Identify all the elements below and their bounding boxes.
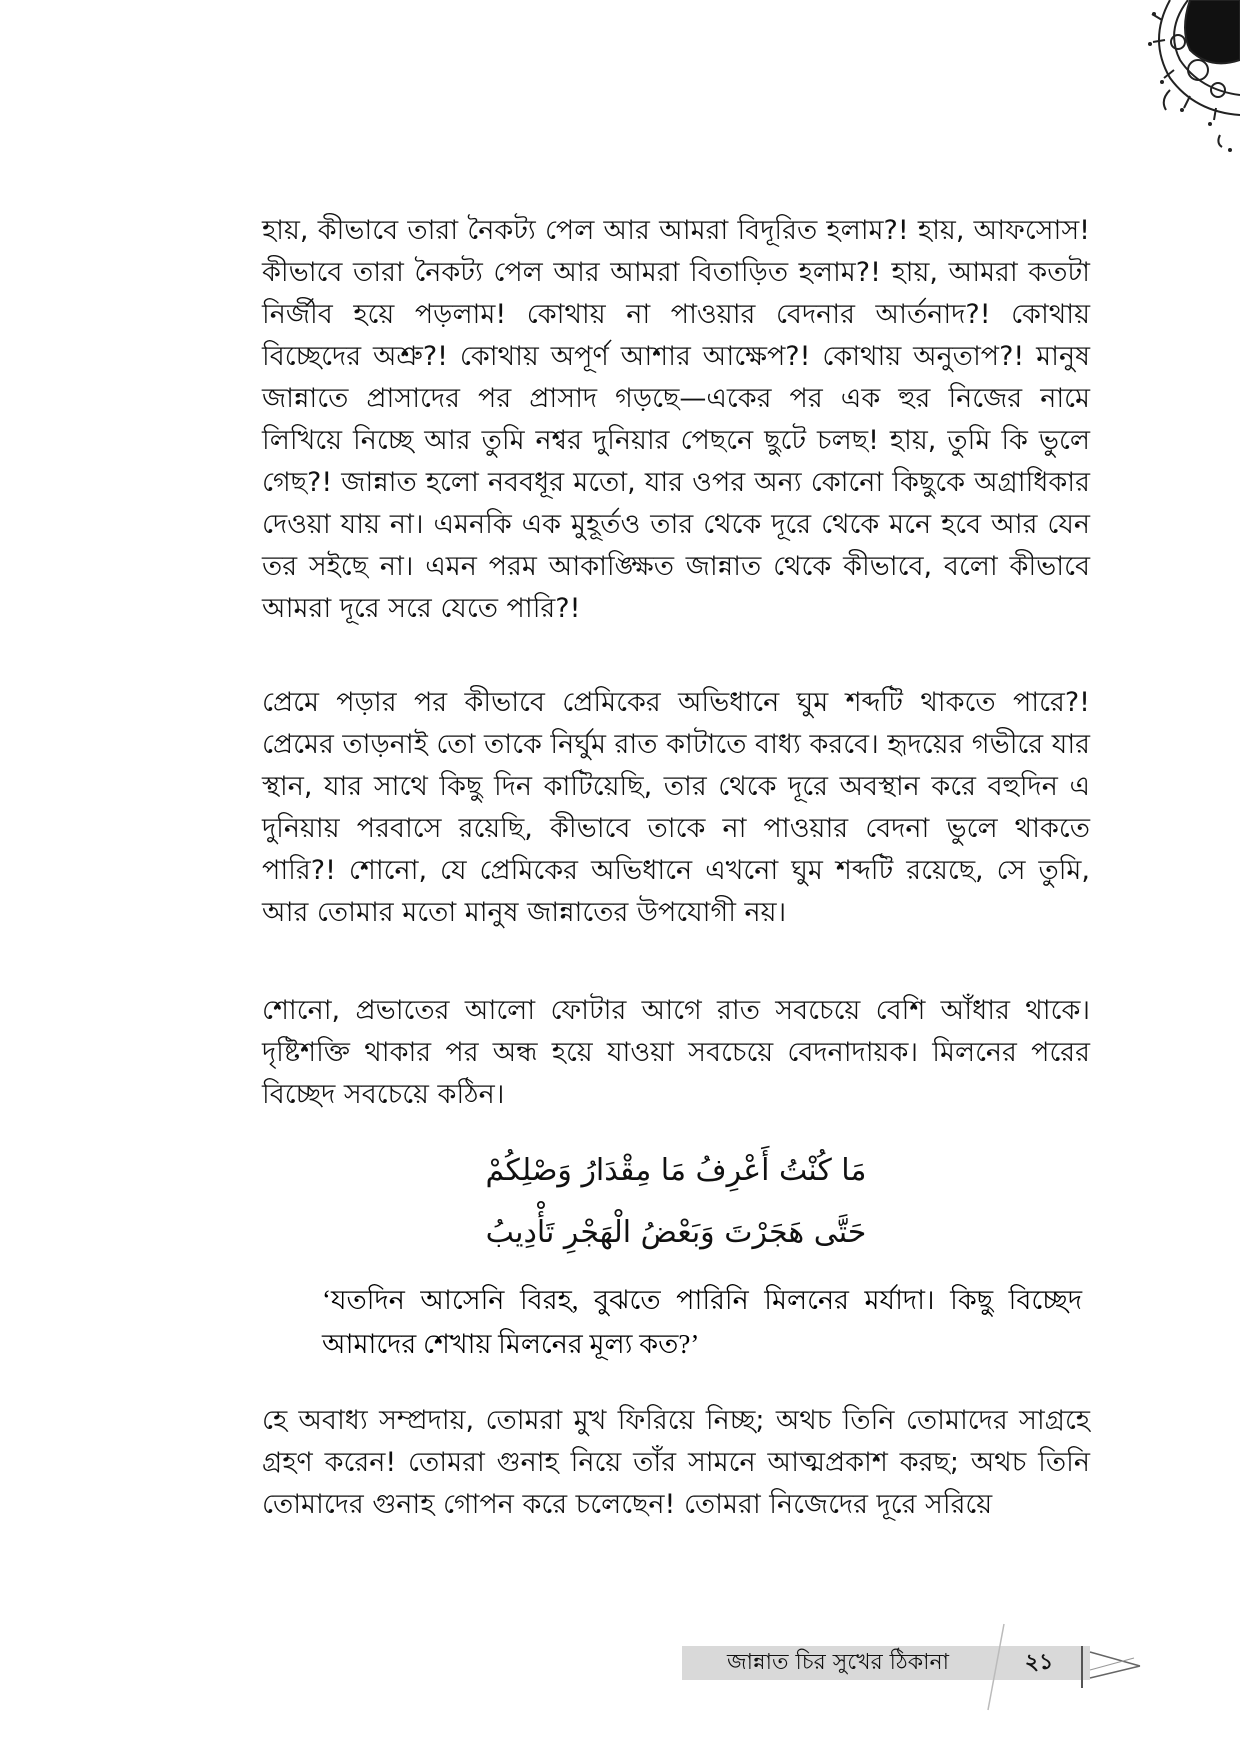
paragraph-1 [262, 210, 1090, 630]
corner-ornament-icon [1070, 0, 1240, 170]
arabic-verse-line-2: حَتَّى هَجَرْتَ وَبَعْضُ الْهَجْرِ تَأْدِيبُ [485, 1215, 867, 1250]
verse-translation-text: ‘যতদিন আসেনি বিরহ, বুঝতে পারিনি মিলনের মর্যাদা। কিছু বিচ্ছেদ আমাদের শেখায় মিলনের মূল্য কত?’ [322, 1285, 1082, 1359]
paragraph-2-text: প্রেমে পড়ার পর কীভাবে প্রেমিকের অভিধানে ঘুম শব্দটি থাকতে পারে?! প্রেমের তাড়নাই তো তাকে নির্ঘুম রাত কাটাতে বাধ্য করবে। হৃদয়ের গভীরে যার স্থান, যার সাথে কিছু দিন কাটিয়েছি, তার থেকে দূরে অবস্থান করে বহুদিন এ দুনিয়ায় পরবাসে রয়েছি, কীভাবে তাকে না পাওয়ার বেদনা ভুলে থাকতে পারি?! শোনো, যে প্রেমিকের অভিধানে এখনো ঘুম শব্দটি রয়েছে, সে তুমি, আর তোমার মতো মানুষ জান্নাতের উপযোগী নয়। [262, 687, 1090, 928]
paragraph-3 [262, 990, 1090, 1116]
paragraph-4 [262, 1400, 1090, 1526]
arabic-verse [262, 1140, 1090, 1264]
arabic-verse-line-1: مَا كُنْتُ أَعْرِفُ مَا مِقْدَارُ وَصْلِكُمْ [485, 1153, 867, 1188]
page-footer [682, 1640, 1240, 1684]
verse-translation-quote [322, 1278, 1082, 1366]
paragraph-1-text: হায়, কীভাবে তারা নৈকট্য পেল আর আমরা বিদূরিত হলাম?! হায়, আফসোস! কীভাবে তারা নৈকট্য পেল আর আমরা বিতাড়িত হলাম?! হায়, আমরা কতটা নির্জীব হয়ে পড়লাম! কোথায় না পাওয়ার বেদনার আর্তনাদ?! কোথায় বিচ্ছেদের অশ্রু?! কোথায় অপূর্ণ আশার আক্ষেপ?! কোথায় অনুতাপ?! মানুষ জান্নাতে প্রাসাদের পর প্রাসাদ গড়ছে—একের পর এক হুর নিজের নামে লিখিয়ে নিচ্ছে আর তুমি নশ্বর দুনিয়ার পেছনে ছুটে চলছ! হায়, তুমি কি ভুলে গেছ?! জান্নাত হলো নববধূর মতো, যার ওপর অন্য কোনো কিছুকে অগ্রাধিকার দেওয়া যায় না। এমনকি এক মুহূর্তও তার থেকে দূরে থেকে মনে হবে আর যেন তর সইছে না। এমন পরম আকাঙ্ক্ষিত জান্নাত থেকে কীভাবে, বলো কীভাবে আমরা দূরে সরে যেতে পারি?! [262, 215, 1090, 624]
paragraph-4-text: হে অবাধ্য সম্প্রদায়, তোমরা মুখ ফিরিয়ে নিচ্ছ; অথচ তিনি তোমাদের সাগ্রহে গ্রহণ করেন! তোমরা গুনাহ নিয়ে তাঁর সামনে আত্মপ্রকাশ করছ; অথচ তিনি তোমাদের গুনাহ গোপন করে চলেছেন! তোমরা নিজেদের দূরে সরিয়ে [262, 1405, 1090, 1520]
paragraph-3-text: শোনো, প্রভাতের আলো ফোটার আগে রাত সবচেয়ে বেশি আঁধার থাকে। দৃষ্টিশক্তি থাকার পর অন্ধ হয়ে যাওয়া সবচেয়ে বেদনাদায়ক। মিলনের পরের বিচ্ছেদ সবচেয়ে কঠিন। [262, 995, 1090, 1110]
paragraph-2 [262, 682, 1090, 934]
page-number: ২১ [1024, 1650, 1054, 1675]
running-title: জান্নাত চির সুখের ঠিকানা [726, 1650, 949, 1675]
